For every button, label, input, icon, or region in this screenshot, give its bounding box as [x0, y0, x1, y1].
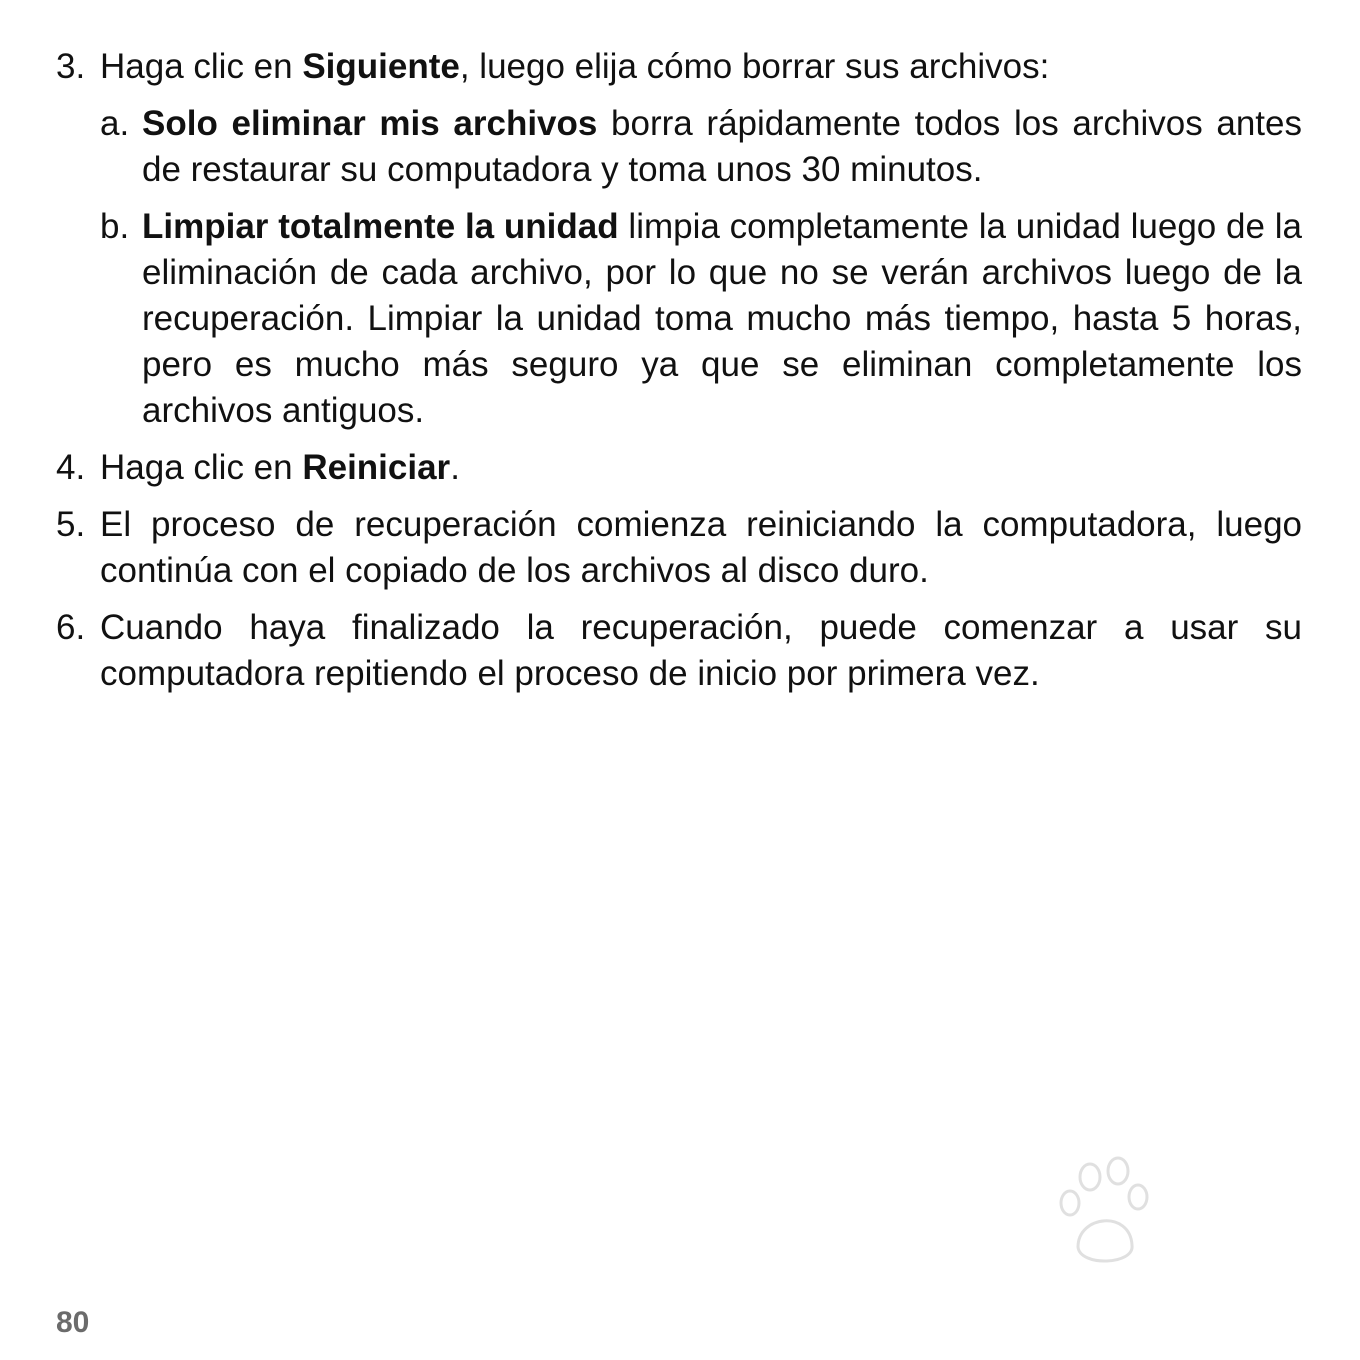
step-text: El proceso de recuperación comienza reiniciando la computadora, luego continúa con el copiado de los archivos al disco duro. [100, 505, 1302, 590]
step-number: 3. [56, 47, 86, 86]
step-4 [56, 445, 1302, 491]
document-body [56, 44, 1302, 708]
step-text-post: . [450, 448, 460, 487]
step-3-substeps [100, 101, 1302, 434]
substep-b [100, 204, 1302, 434]
substep-letter: a. [100, 104, 130, 143]
step-number: 6. [56, 608, 86, 647]
substep-letter: b. [100, 207, 130, 246]
baidu-paw-logo-icon [960, 1155, 1280, 1315]
step-number: 5. [56, 505, 86, 544]
step-3 [56, 44, 1302, 90]
page-number: 80 [56, 1306, 90, 1339]
step-text-post: , luego elija cómo borrar sus archivos: [459, 47, 1050, 86]
step-bold-term: Siguiente [302, 47, 460, 86]
step-5 [56, 502, 1302, 594]
substep-description: limpia completamente la unidad luego de la eliminación de cada archivo, por lo que no se verán archivos luego de la recuperación. Limpiar la unidad toma mucho más tiempo, hasta 5 horas, pero es mucho más seguro ya que se eliminan completamente los archivos antiguos. [142, 207, 1302, 430]
substep-text [142, 204, 1302, 434]
baidu-watermark [960, 1155, 1280, 1315]
substep-description: borra rápidamente todos los archivos antes de restaurar su computadora y toma unos 30 minutos. [142, 104, 1302, 189]
substep-text [142, 101, 1302, 193]
step-bold-term: Reiniciar [302, 448, 451, 487]
step-text [100, 44, 1302, 90]
substep-bold-term: Solo eliminar mis archivos [142, 104, 598, 143]
step-number: 4. [56, 448, 86, 487]
substep-bold-term: Limpiar totalmente la unidad [142, 207, 619, 246]
step-text: Cuando haya finalizado la recuperación, puede comenzar a usar su computadora repitiendo el proceso de inicio por primera vez. [100, 608, 1302, 693]
step-text-pre: Haga clic en [100, 448, 303, 487]
step-text-pre: Haga clic en [100, 47, 303, 86]
step-6 [56, 605, 1302, 697]
step-text [100, 445, 1302, 491]
substep-a [100, 101, 1302, 193]
